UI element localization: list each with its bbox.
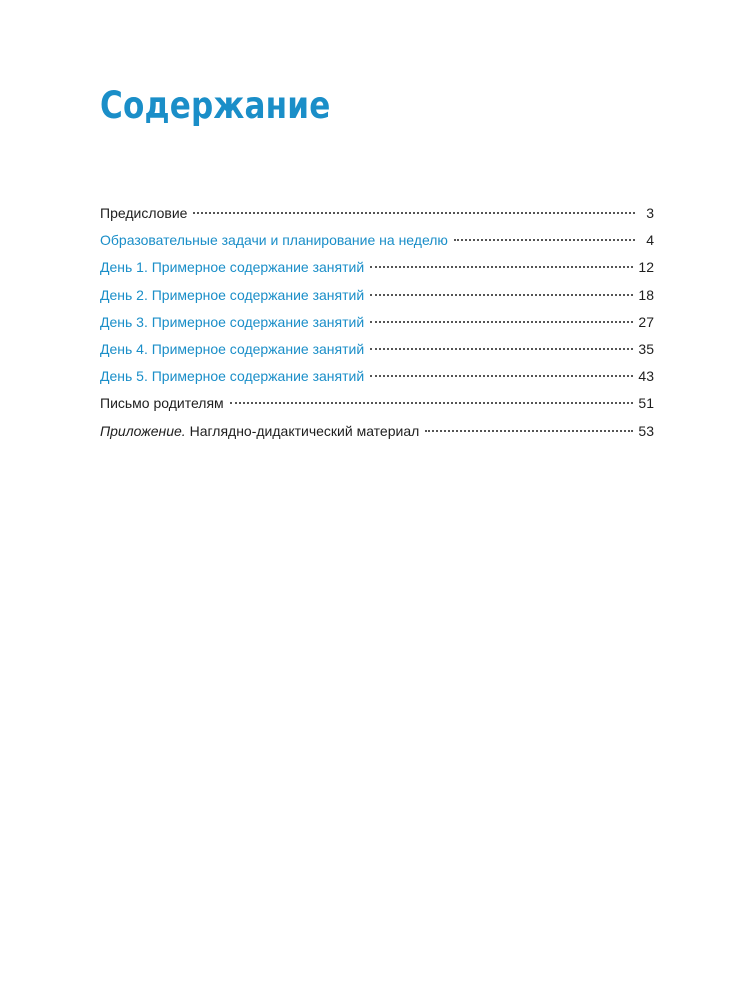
toc-entry[interactable]	[100, 390, 654, 417]
toc-entry-label	[100, 418, 419, 445]
toc-entry[interactable]	[100, 227, 654, 254]
toc-entry-label-text: Наглядно-дидактический материал	[185, 422, 420, 439]
toc-entry-page-number: 18	[638, 286, 654, 303]
toc-entry-label-text: День 4. Примерное содержание занятий	[100, 340, 365, 357]
toc-entry-label	[100, 227, 448, 254]
table-of-contents	[100, 200, 654, 445]
toc-entry-label	[100, 336, 364, 363]
toc-entry[interactable]	[100, 336, 654, 363]
toc-entry[interactable]	[100, 363, 654, 390]
toc-entry-label-text: День 2. Примерное содержание занятий	[100, 286, 365, 303]
toc-entry-label	[100, 363, 364, 390]
toc-entry-label	[100, 390, 224, 417]
toc-entry-page-number: 51	[638, 395, 654, 412]
toc-entry-label	[100, 282, 364, 309]
toc-entry[interactable]	[100, 282, 654, 309]
toc-dot-leader	[370, 375, 633, 377]
toc-entry-page-number: 43	[638, 368, 654, 385]
toc-dot-leader	[425, 430, 633, 432]
toc-dot-leader	[370, 266, 633, 268]
toc-entry[interactable]	[100, 418, 654, 445]
toc-entry-label-text: День 1. Примерное содержание занятий	[100, 259, 365, 276]
toc-entry-label-text: Образовательные задачи и планирование на неделю	[100, 232, 448, 249]
toc-entry-page-number: 35	[638, 340, 654, 357]
toc-entry-label	[100, 200, 187, 227]
toc-entry-page-number: 4	[646, 232, 654, 249]
toc-entry-label-text: День 3. Примерное содержание занятий	[100, 313, 365, 330]
toc-entry-label-text: Письмо родителям	[100, 395, 224, 412]
toc-entry-page-number: 27	[638, 313, 654, 330]
toc-entry-label	[100, 254, 364, 281]
toc-dot-leader	[454, 239, 635, 241]
toc-entry-page-number: 12	[638, 259, 654, 276]
toc-dot-leader	[370, 348, 633, 350]
toc-dot-leader	[370, 294, 633, 296]
toc-dot-leader	[193, 212, 635, 214]
toc-entry-page-number: 53	[638, 422, 654, 439]
toc-dot-leader	[370, 321, 633, 323]
toc-dot-leader	[230, 402, 634, 404]
toc-entry-label-italic: Приложение.	[100, 422, 186, 439]
toc-entry[interactable]	[100, 200, 654, 227]
page-title: Содержание	[100, 84, 331, 127]
toc-entry-label-text: День 5. Примерное содержание занятий	[100, 368, 365, 385]
toc-entry-label	[100, 309, 364, 336]
toc-entry-label-text: Предисловие	[100, 205, 188, 221]
toc-entry[interactable]	[100, 309, 654, 336]
toc-entry[interactable]	[100, 254, 654, 281]
toc-entry-page-number: 3	[646, 205, 654, 221]
